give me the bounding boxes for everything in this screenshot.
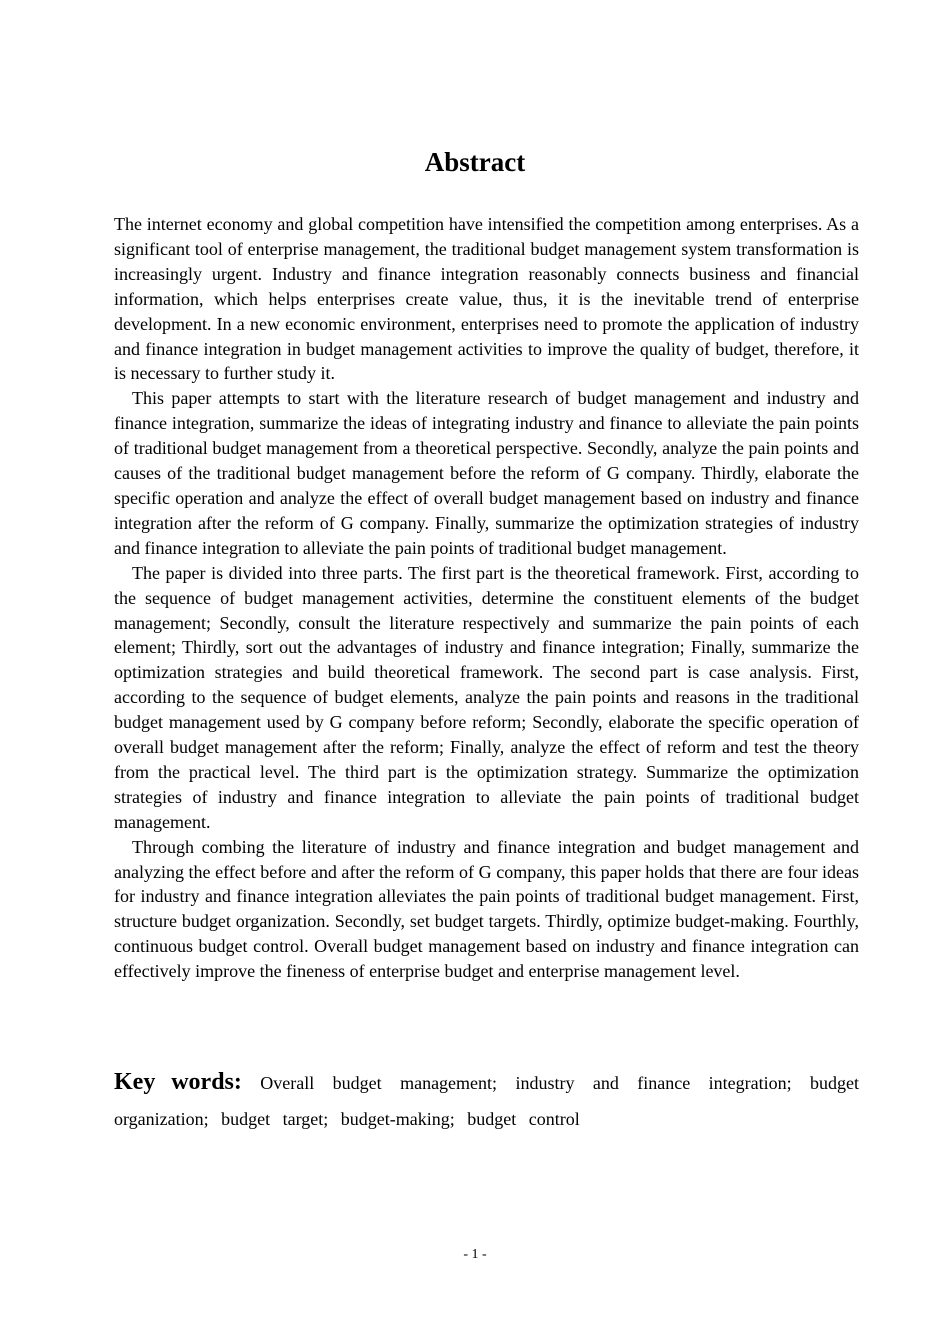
keywords-list: Overall budget management; industry and finance integration; budget organization; budget target; budget-making; budget control <box>114 1073 859 1129</box>
keywords-section <box>114 1064 859 1137</box>
abstract-paragraph-1: The internet economy and global competition have intensified the competition among enterprises. As a significant tool of enterprise management, the traditional budget management system transformation is increasingly urgent. Industry and finance integration reasonably connects business and financial information, which helps enterprises create value, thus, it is the inevitable trend of enterprise development. In a new economic environment, enterprises need to promote the application of industry and finance integration in budget management activities to improve the quality of budget, therefore, it is necessary to further study it. <box>114 214 859 384</box>
abstract-paragraph-2: This paper attempts to start with the literature research of budget management and industry and finance integration, summarize the ideas of integrating industry and finance to alleviate the pain points of traditional budget management from a theoretical perspective. Secondly, analyze the pain points and causes of the traditional budget management before the reform of G company. Thirdly, elaborate the specific operation and analyze the effect of overall budget management based on industry and finance integration after the reform of G company. Finally, summarize the optimization strategies of industry and finance integration to alleviate the pain points of traditional budget management. <box>114 388 859 558</box>
page-title: Abstract <box>424 147 526 177</box>
page-number: - 1 - <box>463 1247 487 1262</box>
keywords-label: Key words: <box>114 1069 242 1095</box>
abstract-paragraph-4: Through combing the literature of industry and finance integration and budget management and analyzing the effect before and after the reform of G company, this paper holds that there are four ideas for industry and finance integration alleviates the pain points of traditional budget management. First, structure budget organization. Secondly, set budget targets. Thirdly, optimize budget-making. Fourthly, continuous budget control. Overall budget management based on industry and finance integration can effectively improve the fineness of enterprise budget and enterprise management level. <box>114 836 859 982</box>
abstract-body <box>114 212 859 984</box>
abstract-paragraph-3: The paper is divided into three parts. The first part is the theoretical framework. First, according to the sequence of budget management activities, determine the constituent elements of the budget management; Secondly, consult the literature respectively and summarize the pain points of each element; Thirdly, sort out the advantages of industry and finance integration; Finally, summarize the optimization strategies and build theoretical framework. The second part is case analysis. First, according to the sequence of budget elements, analyze the pain points and reasons in the traditional budget management used by G company before reform; Secondly, elaborate the specific operation of overall budget management after the reform; Finally, analyze the effect of reform and test the theory from the practical level. The third part is the optimization strategy. Summarize the optimization strategies of industry and finance integration to alleviate the pain points of traditional budget management. <box>114 562 859 832</box>
